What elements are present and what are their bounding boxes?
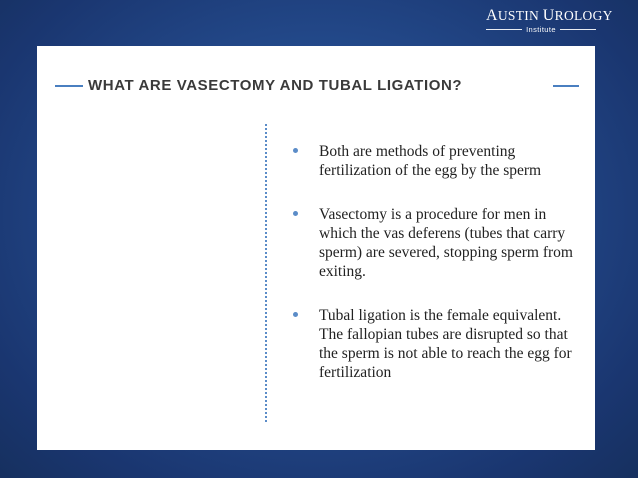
title-row [55,76,579,96]
bullet-dot-icon [293,312,298,317]
logo-sub-text: Institute [526,25,556,34]
dotted-divider [265,124,267,422]
logo-rule-right [560,29,596,30]
bullet-text: Vasectomy is a procedure for men in which the vas deferens (tubes that carry sperm) are severed, stopping sperm from exiting. [319,206,573,280]
bullet-item [291,142,581,180]
logo-main-text: AUSTIN UROLOGY [486,7,613,24]
bullet-item [291,205,581,281]
title-rule-left [55,85,83,87]
slide-title: WHAT ARE VASECTOMY AND TUBAL LIGATION? [88,77,463,94]
brand-logo [486,7,613,34]
bullet-text: Both are methods of preventing fertilization of the egg by the sperm [319,143,542,179]
bullet-list [291,142,581,407]
bullet-item [291,306,581,382]
logo-rule-left [486,29,522,30]
bullet-text: Tubal ligation is the female equivalent. The fallopian tubes are disrupted so that the sperm is not able to reach the egg for fertilization [319,307,572,381]
title-rule-right [553,85,579,87]
bullet-dot-icon [293,211,298,216]
slide-card [37,46,595,450]
bullet-dot-icon [293,148,298,153]
logo-sub-row [486,25,596,34]
